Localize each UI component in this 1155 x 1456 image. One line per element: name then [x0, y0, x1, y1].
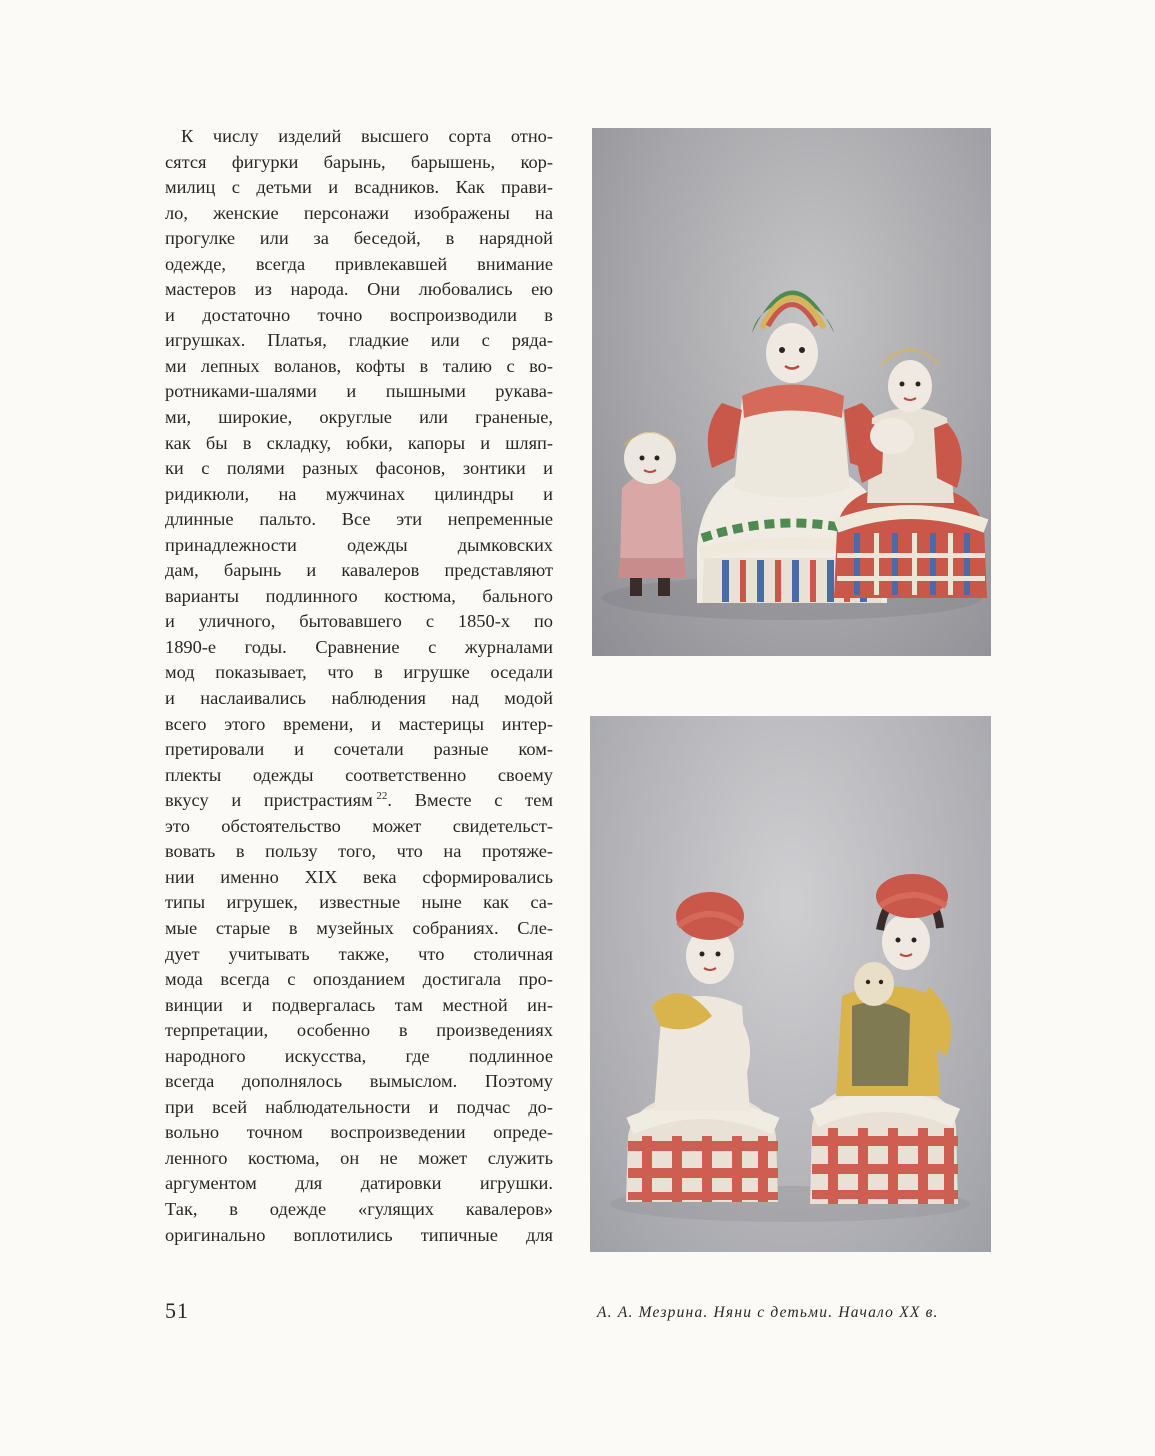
text-line: и наслаивались наблюдения над модой	[165, 688, 553, 709]
text-line: это обстоятельство может свидетельст-	[165, 815, 553, 836]
body-text-column	[165, 124, 553, 1248]
figurines-illustration-top	[592, 128, 991, 656]
text-line: ленного костюма, он не может служить	[165, 1147, 553, 1168]
text-line: ротниками-шалями и пышными рукава-	[165, 381, 553, 402]
page-number: 51	[165, 1298, 189, 1323]
text-line: как бы в складку, юбки, капоры и шляп-	[165, 432, 553, 453]
text-line-with-footnote	[165, 788, 553, 814]
text-line: К числу изделий высшего сорта отно-	[181, 126, 553, 146]
footnote-reference[interactable]: 22	[376, 790, 388, 803]
photo-caption: А. А. Мезрина. Няни с детьми. Начало XX в.	[597, 1304, 939, 1321]
text-line: вольно точном воспроизведении опреде-	[165, 1122, 553, 1143]
photo-figurines-bottom	[590, 716, 991, 1252]
text-line: всего этого времени, и мастерицы интер-	[165, 713, 553, 734]
text-line: вовать в пользу того, что на протяже-	[165, 841, 553, 862]
text-line: претировали и сочетали разные ком-	[165, 739, 553, 760]
text-line: ми лепных воланов, кофты в талию с во-	[165, 355, 553, 376]
text-line: нии именно XIX века сформировались	[165, 866, 553, 887]
photo-figurines-top	[592, 128, 991, 656]
text-line: всегда дополнялось вымыслом. Поэтому	[165, 1071, 553, 1092]
right-nurse-figurine	[810, 874, 958, 1204]
text-line: мые старые в музейных собраниях. Сле-	[165, 917, 553, 938]
text-line: ки с полями разных фасонов, зонтики и	[165, 458, 553, 479]
text-line: ми, широкие, округлые или граненые,	[165, 407, 553, 428]
text-line: мода всегда с опозданием достигала про-	[165, 969, 553, 990]
text-line: игрушках. Платья, гладкие или с ряда-	[165, 330, 553, 351]
text-line: народного искусства, где подлинное	[165, 1045, 553, 1066]
text-line: Так, в одежде «гулящих кавалеров»	[165, 1198, 553, 1219]
text-line: мастеров из народа. Они любовались ею	[165, 279, 553, 300]
text-line: сятся фигурки барынь, барышень, кор-	[165, 151, 553, 172]
text-line: и достаточно точно воспроизводили в	[165, 304, 553, 325]
text-line: прогулке или за беседой, в нарядной	[165, 228, 553, 249]
text-line: при всей наблюдательности и подчас до-	[165, 1096, 553, 1117]
text-line: милиц с детьми и всадников. Как прави-	[165, 177, 553, 198]
text-fragment: . Вместе с тем	[387, 790, 553, 811]
text-line: терпретации, особенно в произведениях	[165, 1020, 553, 1041]
text-line: ло, женские персонажи изображены на	[165, 202, 553, 223]
text-line: аргументом для датировки игрушки.	[165, 1173, 553, 1194]
figurines-illustration-bottom	[590, 716, 991, 1252]
text-line: дам, барынь и кавалеров представляют	[165, 560, 553, 581]
text-line: принадлежности одежды дымковских	[165, 534, 553, 555]
text-line: типы игрушек, известные ныне как са-	[165, 892, 553, 913]
text-line: ридикюли, на мужчинах цилиндры и	[165, 483, 553, 504]
text-line: длинные пальто. Все эти непременные	[165, 509, 553, 530]
text-line: дует учитывать также, что столичная	[165, 943, 553, 964]
nurse-figurine	[834, 348, 987, 598]
text-line: плекты одежды соответственно своему	[165, 764, 553, 785]
text-line: 1890-е годы. Сравнение с журналами	[165, 636, 553, 657]
text-fragment: вкусу и пристрастиям	[165, 790, 373, 811]
left-nurse-figurine	[626, 892, 778, 1202]
text-line: мод показывает, что в игрушке оседали	[165, 662, 553, 683]
text-line: варианты подлинного костюма, бального	[165, 585, 553, 606]
child-figurine	[618, 432, 686, 596]
text-line: одежде, всегда привлекавшей внимание	[165, 253, 553, 274]
text-line: оригинально воплотились типичные для	[165, 1224, 553, 1245]
text-line: винции и подвергалась там местной ин-	[165, 994, 553, 1015]
text-line: и уличного, бытовавшего с 1850-х по	[165, 611, 553, 632]
